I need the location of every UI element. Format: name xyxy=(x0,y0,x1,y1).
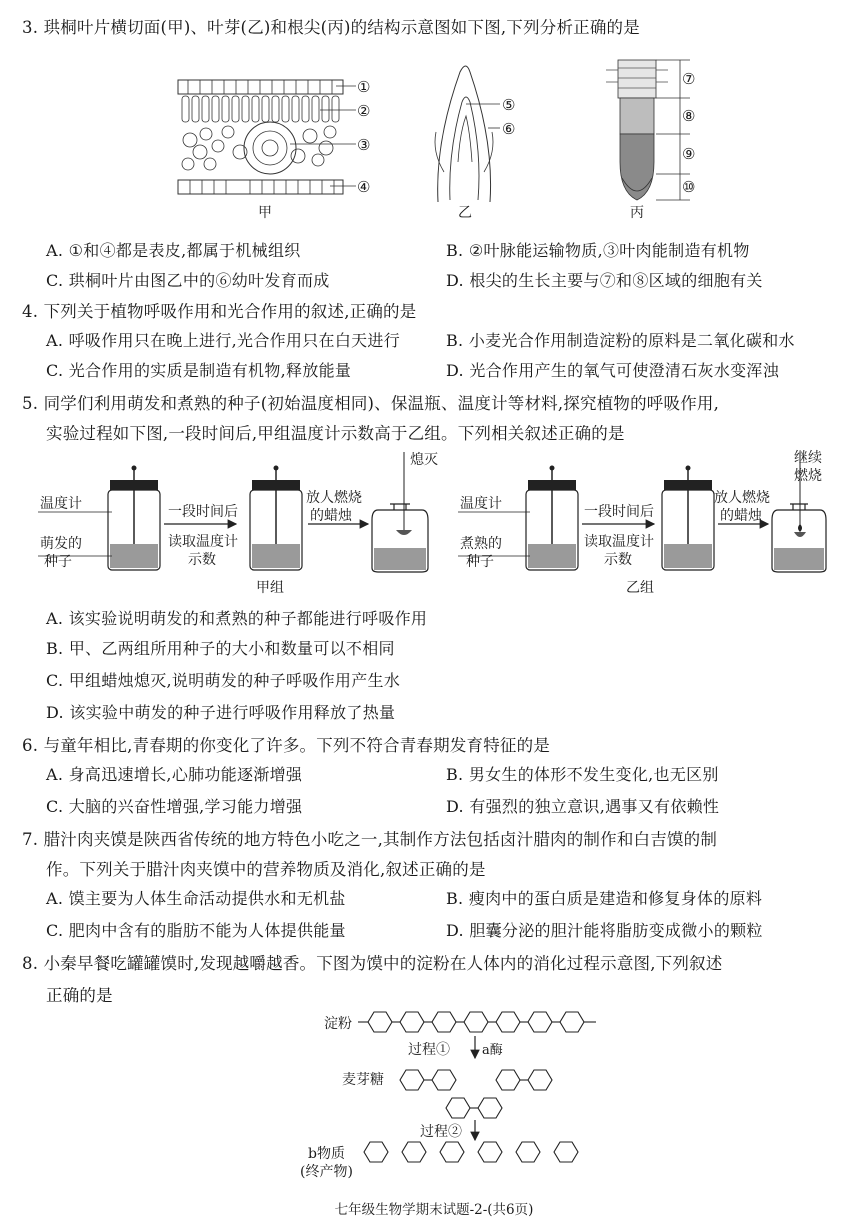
q8-stem-line1: 8. 小秦早餐吃罐罐馍时,发现越嚼越香。下图为馍中的淀粉在人体内的消化过程示意图,下列叙述 xyxy=(22,954,723,973)
q4-option-b[interactable]: B. 小麦光合作用制造淀粉的原料是二氧化碳和水 xyxy=(446,331,795,350)
label-substance-b-1: b物质 xyxy=(308,1146,345,1162)
marker-3: ③ xyxy=(357,136,371,154)
q4-option-a[interactable]: A. 呼吸作用只在晚上进行,光合作用只在白天进行 xyxy=(46,331,401,350)
q7-option-d[interactable]: D. 胆囊分泌的胆汁能将脂肪变成微小的颗粒 xyxy=(446,921,763,940)
q7-option-a[interactable]: A. 馍主要为人体生命活动提供水和无机盐 xyxy=(46,889,346,908)
root-tip-diagram xyxy=(606,60,695,221)
label-maltose: 麦芽糖 xyxy=(342,1072,384,1088)
label-seed-yi-1: 煮熟的 xyxy=(460,536,502,552)
page-footer: 七年级生物学期末试题-2-(共6页) xyxy=(334,1202,534,1218)
label-bing: 丙 xyxy=(630,205,644,221)
arrow2-top1-jia: 放人燃烧 xyxy=(306,490,362,506)
group-yi xyxy=(458,449,826,596)
q3-option-b[interactable]: B. ②叶脉能运输物质,③叶肉能制造有机物 xyxy=(446,241,750,260)
seeds xyxy=(110,544,158,568)
q3-figure xyxy=(170,52,696,232)
label-process-2: 过程② xyxy=(420,1124,462,1140)
result-yi-1: 继续 xyxy=(794,450,822,466)
label-seed-jia-2: 种子 xyxy=(44,554,72,570)
label-seed-yi-2: 种子 xyxy=(466,554,494,570)
group-jia xyxy=(38,452,438,596)
group-yi-caption: 乙组 xyxy=(626,580,654,596)
result-jia: 熄灭 xyxy=(410,452,438,468)
q5-option-c[interactable]: C. 甲组蜡烛熄灭,说明萌发的种子呼吸作用产生水 xyxy=(46,671,401,690)
marker-6: ⑥ xyxy=(502,120,516,138)
arrow2-top2-jia: 的蜡烛 xyxy=(310,508,352,524)
marker-4: ④ xyxy=(357,178,371,196)
leaf-cross-section-diagram xyxy=(178,78,370,221)
candle-flame-yi xyxy=(798,524,802,532)
starch-chain xyxy=(358,1012,596,1032)
q8-digestion-figure xyxy=(300,1008,620,1190)
q5-option-b[interactable]: B. 甲、乙两组所用种子的大小和数量可以不相同 xyxy=(46,639,395,658)
q3-stem: 3. 珙桐叶片横切面(甲)、叶芽(乙)和根尖(丙)的结构示意图如下图,下列分析正确的是 xyxy=(22,18,640,37)
label-yi: 乙 xyxy=(458,205,472,221)
label-thermometer-jia: 温度计 xyxy=(40,496,82,512)
glucose-units xyxy=(364,1142,578,1162)
q5-stem-line2: 实验过程如下图,一段时间后,甲组温度计示数高于乙组。下列相关叙述正确的是 xyxy=(46,424,625,443)
label-starch: 淀粉 xyxy=(324,1016,352,1032)
arrow2-top2-yi: 的蜡烛 xyxy=(720,508,762,524)
leaf-bud-diagram xyxy=(435,66,515,221)
candle-jia xyxy=(396,530,412,535)
maltose-units xyxy=(400,1070,552,1118)
arrow1-top-yi: 一段时间后 xyxy=(584,504,654,520)
marker-2: ② xyxy=(357,102,371,120)
label-thermometer-yi: 温度计 xyxy=(460,496,502,512)
q3-option-d[interactable]: D. 根尖的生长主要与⑦和⑧区域的细胞有关 xyxy=(446,271,763,290)
group-jia-caption: 甲组 xyxy=(256,580,284,596)
marker-10: ⑩ xyxy=(682,178,696,196)
label-enzyme-a: a酶 xyxy=(482,1043,503,1058)
q4-option-c[interactable]: C. 光合作用的实质是制造有机物,释放能量 xyxy=(46,361,352,380)
arrow1-bottom2-jia: 示数 xyxy=(188,552,216,568)
q5-stem-line1: 5. 同学们利用萌发和煮熟的种子(初始温度相同)、保温瓶、温度计等材料,探究植物的呼吸作用, xyxy=(22,394,720,413)
marker-9: ⑨ xyxy=(682,145,696,163)
q7-option-b[interactable]: B. 瘦肉中的蛋白质是建造和修复身体的原料 xyxy=(446,889,763,908)
marker-8: ⑧ xyxy=(682,107,696,125)
result-yi-2: 燃烧 xyxy=(794,468,822,484)
arrow2-top1-yi: 放人燃烧 xyxy=(714,490,770,506)
label-substance-b-2: (终产物) xyxy=(300,1164,353,1180)
marker-5: ⑤ xyxy=(502,96,516,114)
q6-option-d[interactable]: D. 有强烈的独立意识,遇事又有依赖性 xyxy=(446,797,720,816)
q3-option-c[interactable]: C. 珙桐叶片由图乙中的⑥幼叶发育而成 xyxy=(46,271,330,290)
q7-stem-line1: 7. 腊汁肉夹馍是陕西省传统的地方特色小吃之一,其制作方法包括卤汁腊肉的制作和白吉馍的制 xyxy=(22,830,718,849)
label-process-1: 过程① xyxy=(408,1042,450,1058)
q4-option-d[interactable]: D. 光合作用产生的氧气可使澄清石灰水变浑浊 xyxy=(446,361,780,380)
label-seed-jia-1: 萌发的 xyxy=(40,536,82,552)
arrow1-bottom1-jia: 读取温度计 xyxy=(168,534,238,550)
q3-option-a[interactable]: A. ①和④都是表皮,都属于机械组织 xyxy=(46,241,301,260)
marker-7: ⑦ xyxy=(682,70,696,88)
q6-option-c[interactable]: C. 大脑的兴奋性增强,学习能力增强 xyxy=(46,797,303,816)
arrow1-top-jia: 一段时间后 xyxy=(168,504,238,520)
q5-option-d[interactable]: D. 该实验中萌发的种子进行呼吸作用释放了热量 xyxy=(46,703,396,722)
q7-option-c[interactable]: C. 肥肉中含有的脂肪不能为人体提供能量 xyxy=(46,921,346,940)
label-jia: 甲 xyxy=(258,205,272,221)
q7-stem-line2: 作。下列关于腊汁肉夹馍中的营养物质及消化,叙述正确的是 xyxy=(46,860,486,879)
q8-stem-line2: 正确的是 xyxy=(46,986,113,1005)
arrow1-bottom1-yi: 读取温度计 xyxy=(584,534,654,550)
q4-stem: 4. 下列关于植物呼吸作用和光合作用的叙述,正确的是 xyxy=(22,302,417,321)
q6-stem: 6. 与童年相比,青春期的你变化了许多。下列不符合青春期发育特征的是 xyxy=(22,736,551,755)
marker-1: ① xyxy=(357,78,371,96)
q6-option-b[interactable]: B. 男女生的体形不发生变化,也无区别 xyxy=(446,765,719,784)
q5-option-a[interactable]: A. 该实验说明萌发的和煮熟的种子都能进行呼吸作用 xyxy=(46,609,428,628)
arrow1-bottom2-yi: 示数 xyxy=(604,552,632,568)
q6-option-a[interactable]: A. 身高迅速增长,心肺功能逐渐增强 xyxy=(46,765,303,784)
q5-experiment-figure xyxy=(38,448,838,598)
